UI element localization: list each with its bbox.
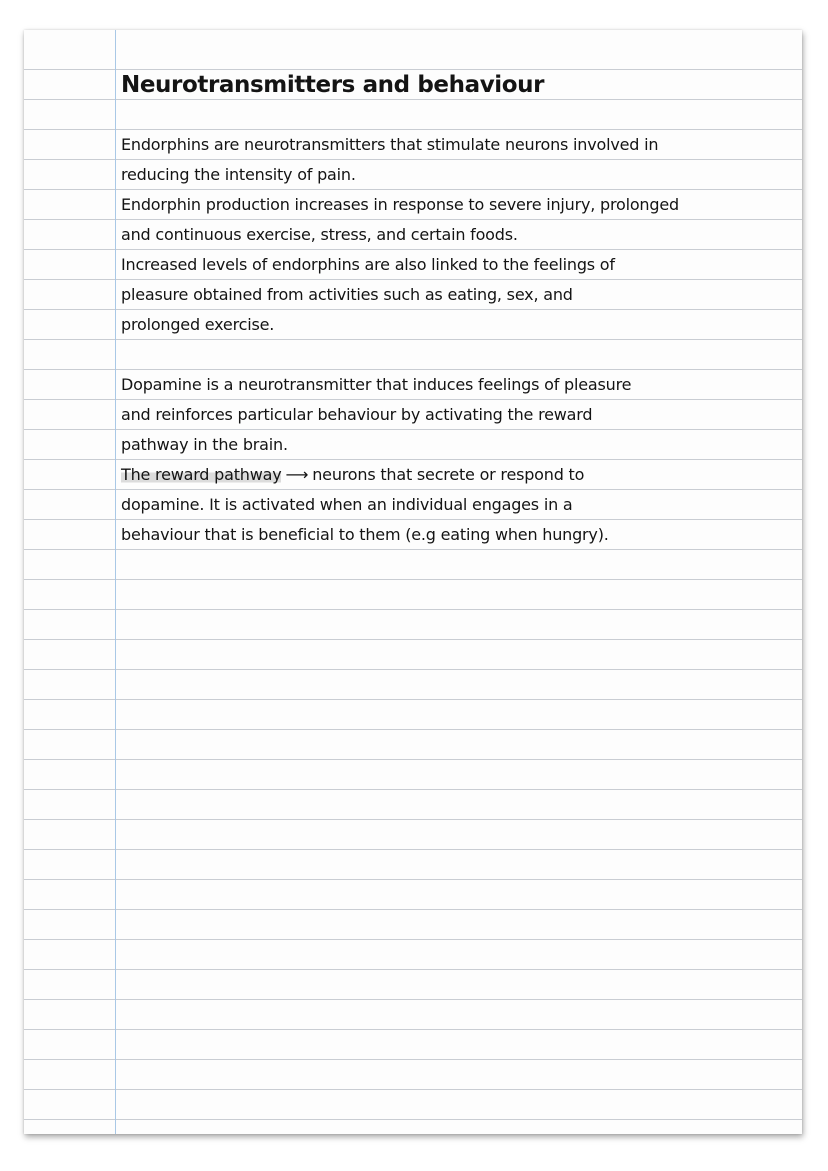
text-line: Endorphins are neurotransmitters that stimulate neurons involved in [121,135,659,154]
text-line: dopamine. It is activated when an individual engages in a [121,495,573,514]
text-line: prolonged exercise. [121,315,275,334]
text-line: and reinforces particular behaviour by activating the reward [121,405,593,424]
reward-definition: neurons that secrete or respond to [312,465,585,484]
text-line: Endorphin production increases in response to severe injury, prolonged [121,195,679,214]
highlighted-term: The reward pathway [121,465,282,484]
text-line: Dopamine is a neurotransmitter that induces feelings of pleasure [121,375,632,394]
text-line: pleasure obtained from activities such as eating, sex, and [121,285,573,304]
text-line: behaviour that is beneficial to them (e.g eating when hungry). [121,525,609,544]
page-content [121,70,781,550]
margin-line [115,30,116,1134]
endorphins-paragraph [121,130,781,340]
reward-pathway-line [121,460,781,490]
text-line: pathway in the brain. [121,435,288,454]
notebook-page [24,30,802,1134]
page-title: Neurotransmitters and behaviour [121,72,545,98]
arrow-icon: ⟶ [285,465,309,484]
text-line: and continuous exercise, stress, and certain foods. [121,225,518,244]
spacer [121,340,781,370]
text-line: Increased levels of endorphins are also linked to the feelings of [121,255,615,274]
spacer [121,100,781,130]
dopamine-paragraph [121,370,781,550]
text-line: reducing the intensity of pain. [121,165,356,184]
